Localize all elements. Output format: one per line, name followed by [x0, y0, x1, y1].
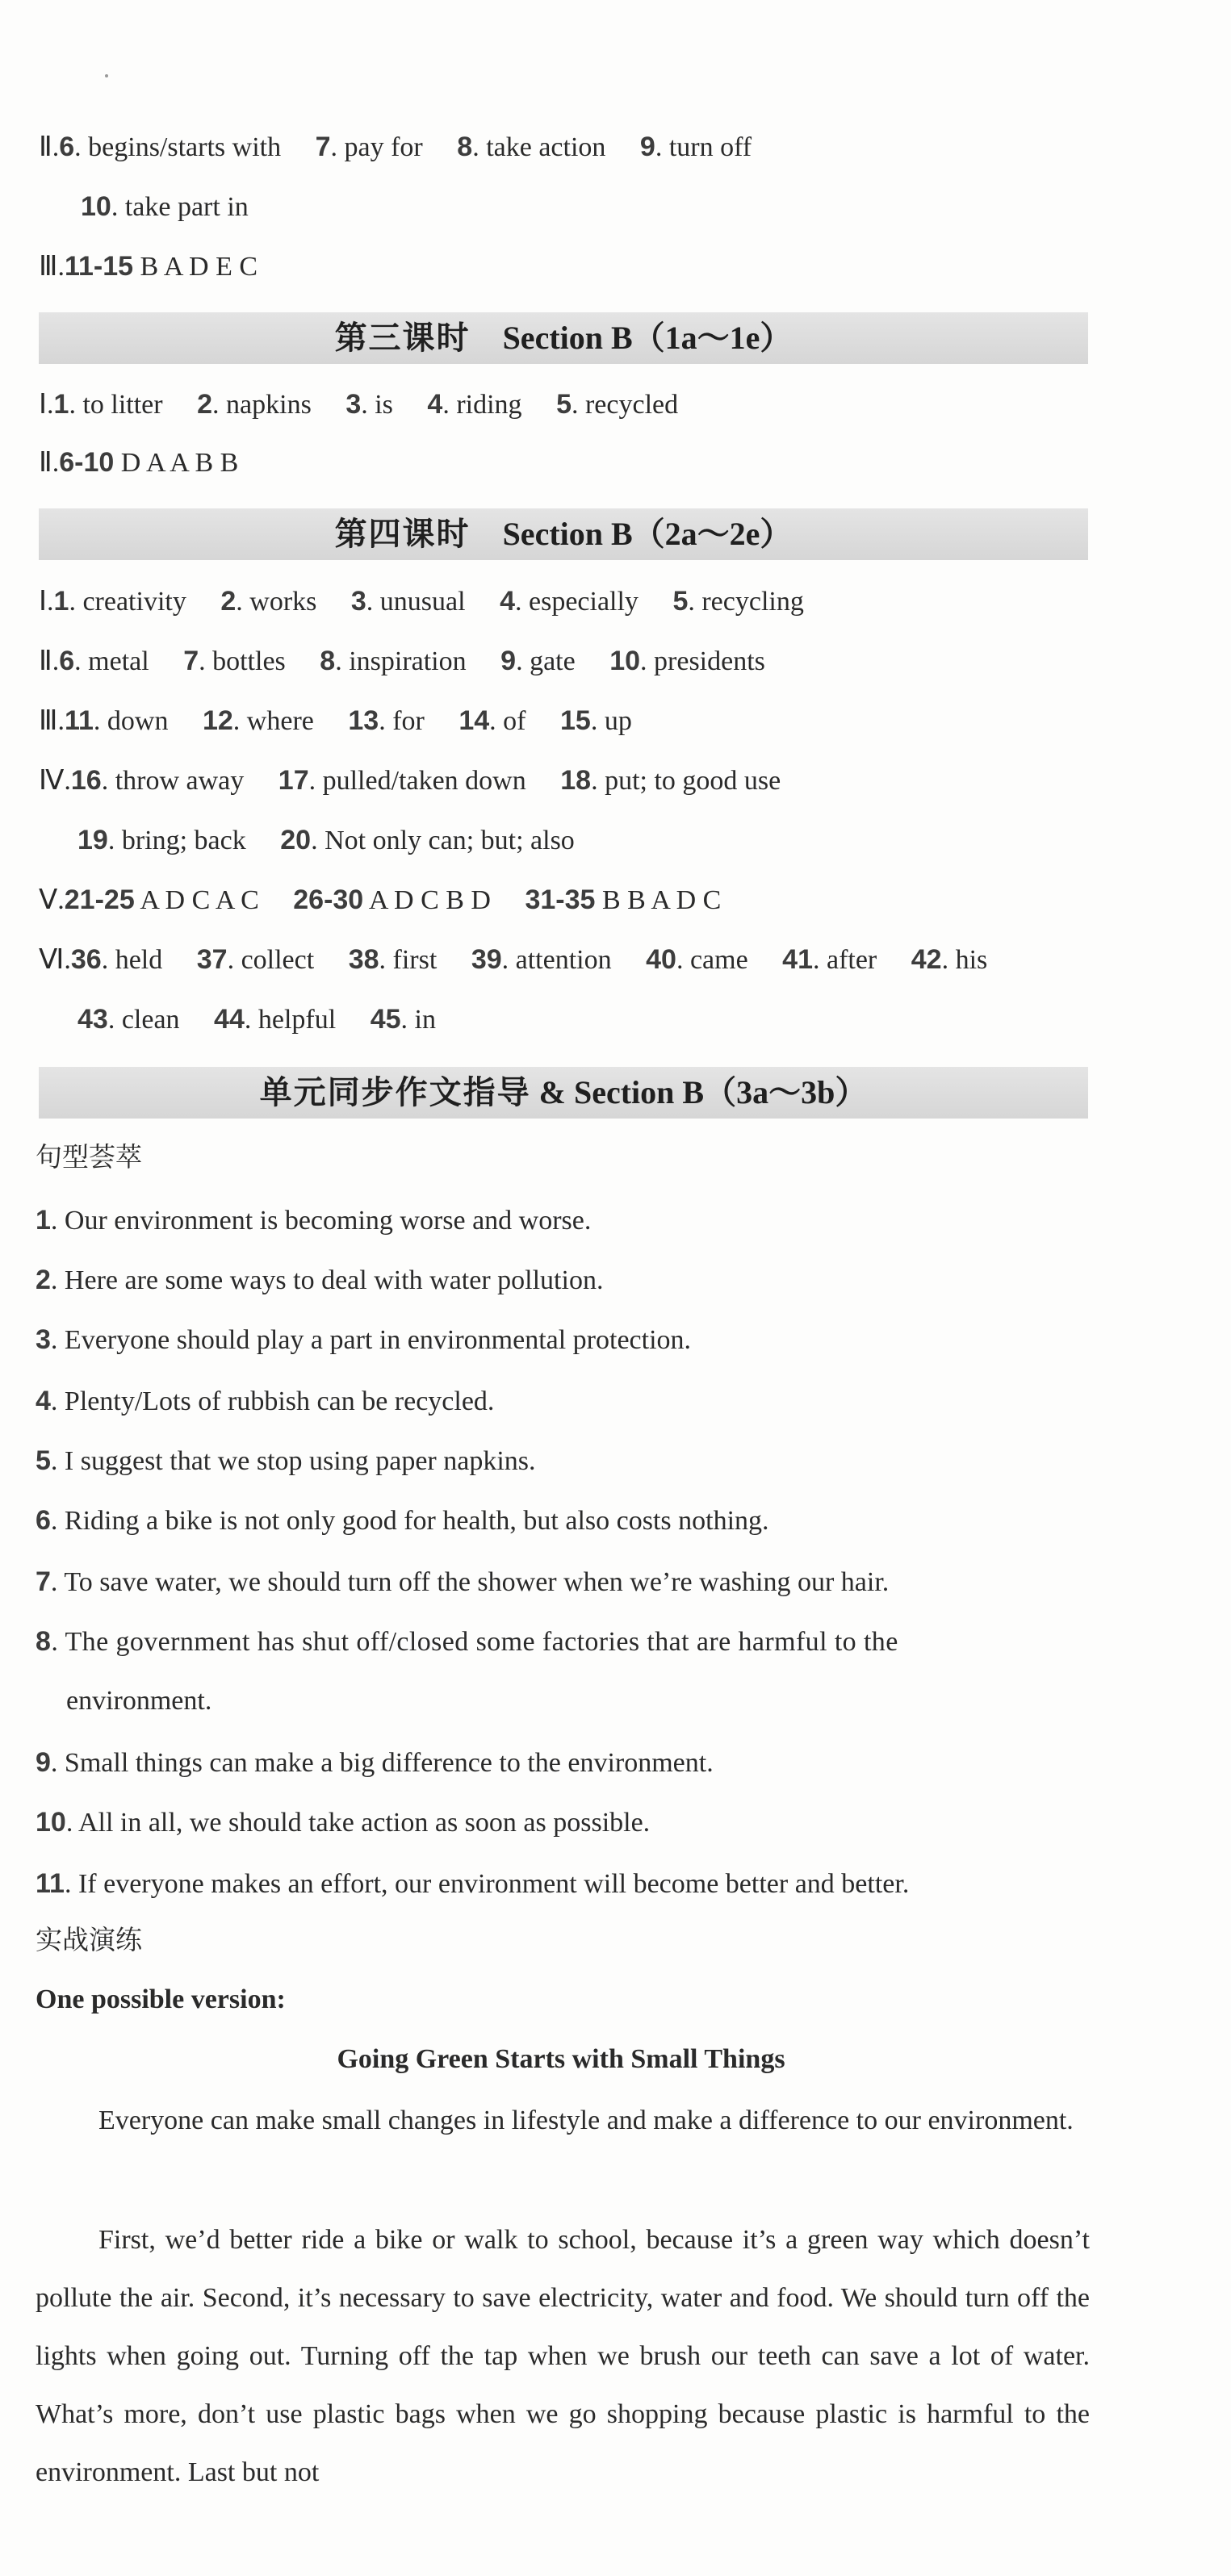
answer-row: Ⅱ.6. metal 7. bottles 8. inspiration 9. gate 10. presidents — [39, 646, 765, 676]
sentence-item: 9. Small things can make a big difference to the environment. — [36, 1747, 714, 1778]
version-label: One possible version: — [36, 1984, 286, 2014]
answer-row: Ⅲ.11. down 12. where 13. for 14. of 15. up — [39, 705, 632, 736]
essay-title: Going Green Starts with Small Things — [337, 2044, 785, 2074]
answer-row: Ⅲ.11-15 B A D E C — [39, 251, 258, 282]
scan-speck — [105, 74, 108, 77]
sentences-heading: 句型荟萃 — [36, 1141, 142, 1173]
essay-paragraph: First, we’d better ride a bike or walk to school, because it’s a green way which doesn’t pollute the air. Second, it’s necessary to save electricity, water and food. We should turn off the lights when going out. Turning off the tap when we brush our teeth can save a lot of water. What’s more, don’t use plastic bags when we go shopping because plastic is harmful to the environment. Last but not — [36, 2225, 1090, 2487]
sentence-item: 2. Here are some ways to deal with water pollution. — [36, 1265, 604, 1295]
answer-row: Ⅰ.1. creativity 2. works 3. unusual 4. especially 5. recycling — [39, 586, 804, 617]
answer-row: Ⅵ.36. held 37. collect 38. first 39. attention 40. came 41. after 42. his — [39, 944, 988, 975]
answer-row: Ⅱ.6. begins/starts with 7. pay for 8. take action 9. turn off — [39, 132, 752, 162]
sentence-item: 11. If everyone makes an effort, our environment will become better and better. — [36, 1868, 910, 1899]
sentence-item: 7. To save water, we should turn off the shower when we’re washing our hair. — [36, 1566, 890, 1597]
sentence-item: 4. Plenty/Lots of rubbish can be recycled. — [36, 1386, 495, 1416]
answer-row: 10. take part in — [81, 191, 249, 222]
sentence-item: 8. The government has shut off/closed some factories that are harmful to the — [36, 1626, 898, 1657]
essay-paragraph: Everyone can make small changes in lifestyle and make a difference to our environment. — [98, 2106, 1074, 2135]
answer-row: Ⅰ.1. to litter 2. napkins 3. is 4. riding 5. recycled — [39, 389, 679, 420]
section-header-writing: 单元同步作文指导 & Section B（3a～3b） — [39, 1067, 1088, 1119]
sentence-item: 3. Everyone should play a part in environmental protection. — [36, 1324, 692, 1355]
section-header-lesson3: 第三课时 Section B（1a～1e） — [39, 312, 1088, 364]
answer-row: Ⅳ.16. throw away 17. pulled/taken down 18. put; to good use — [39, 765, 781, 796]
answer-row: Ⅱ.6-10 D A A B B — [39, 447, 239, 478]
sentence-item: 6. Riding a bike is not only good for health, but also costs nothing. — [36, 1505, 769, 1536]
sentence-item: 1. Our environment is becoming worse and worse. — [36, 1205, 592, 1236]
answer-row: Ⅴ.21-25 A D C A C 26-30 A D C B D 31-35 B B A D C — [39, 884, 722, 915]
sentence-item: 10. All in all, we should take action as soon as possible. — [36, 1807, 651, 1838]
practice-heading: 实战演练 — [36, 1924, 142, 1955]
answer-row: 43. clean 44. helpful 45. in — [77, 1004, 436, 1035]
section-header-lesson4: 第四课时 Section B（2a～2e） — [39, 508, 1088, 560]
sentence-item-continued: environment. — [66, 1686, 212, 1716]
answer-row: 19. bring; back 20. Not only can; but; also — [77, 825, 575, 855]
sentence-item: 5. I suggest that we stop using paper napkins. — [36, 1445, 536, 1476]
